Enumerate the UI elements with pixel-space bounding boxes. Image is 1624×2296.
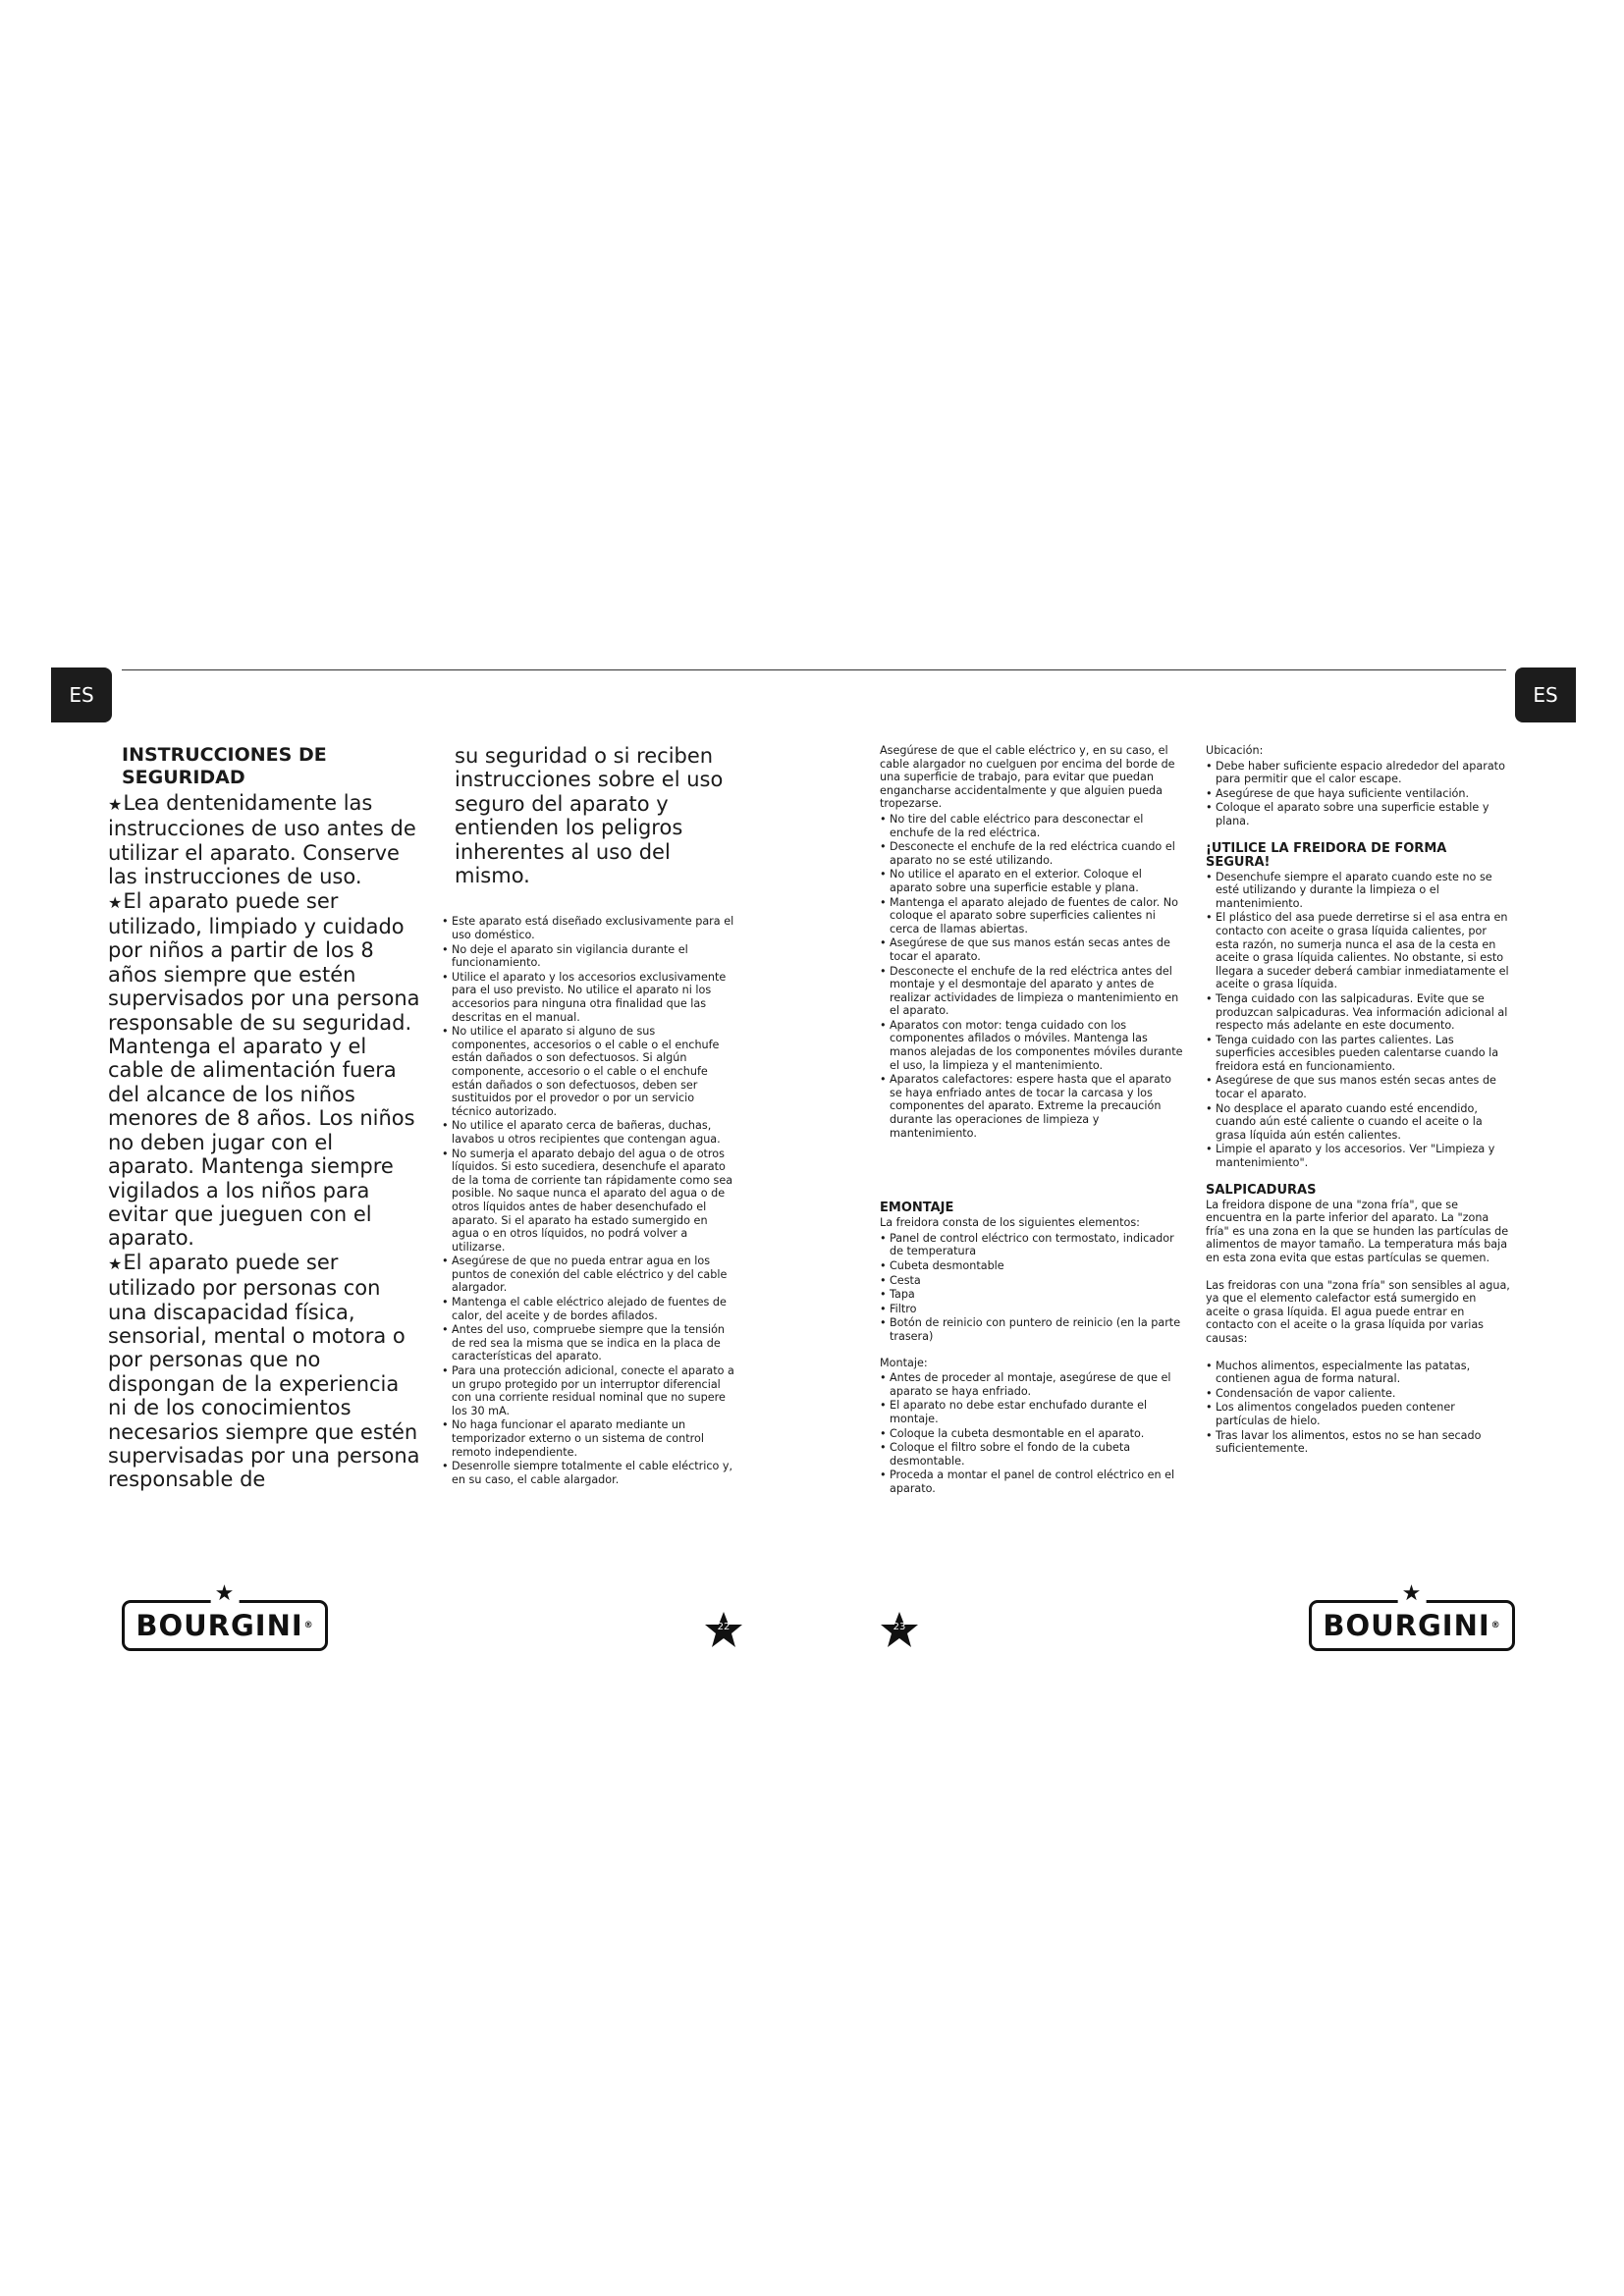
list-item: • Asegúrese de que haya suficiente ventilación. (1206, 787, 1512, 801)
assembly-intro: La freidora consta de los siguientes elementos: (880, 1216, 1140, 1230)
list-item: • Antes de proceder al montaje, asegúrese de que el aparato se haya enfriado. (880, 1371, 1186, 1398)
safe-use-heading: ¡UTILICE LA FREIDORA DE FORMA SEGURA! (1206, 840, 1447, 870)
language-tab-left: ES (51, 667, 112, 722)
list-item: • Tenga cuidado con las salpicaduras. Evite que se produzcan salpicaduras. Vea información adicional al respecto más adelante en este documento. (1206, 992, 1512, 1033)
list-item: • Proceda a montar el panel de control eléctrico en el aparato. (880, 1468, 1186, 1495)
intro-text: Asegúrese de que el cable eléctrico y, en su caso, el cable alargador no cuelguen por encima del borde de una superficie de trabajo, para evitar que puedan engancharse accidentalmente y que alguien pueda tropezarse. (880, 744, 1175, 811)
safety-paragraph (108, 1251, 421, 1492)
header-rule (122, 669, 1506, 670)
registered-mark: ® (1490, 1621, 1501, 1630)
assembly-heading: EMONTAJE (880, 1201, 954, 1216)
assembly-steps (880, 1371, 1186, 1495)
star-icon: ★ (1398, 1583, 1427, 1605)
list-item: • Tapa (880, 1288, 1186, 1302)
usage-section (1206, 744, 1512, 1456)
elements-list (880, 1232, 1186, 1344)
safety-paragraph (108, 889, 421, 1251)
safety-continuation: su seguridad o si reciben instrucciones sobre el uso seguro del aparato y entienden los peligros inherentes al uso del mismo. (455, 744, 724, 888)
list-item: • Tenga cuidado con las partes calientes. Las superficies accesibles pueden calentarse cuando la freidora está en funcionamiento. (1206, 1034, 1512, 1074)
list-item: • Muchos alimentos, especialmente las patatas, contienen agua de forma natural. (1206, 1360, 1512, 1386)
list-item: • Coloque la cubeta desmontable en el aparato. (880, 1427, 1186, 1441)
list-item: • Mantenga el cable eléctrico alejado de fuentes de calor, del aceite y de bordes afilados. (442, 1296, 736, 1322)
assembly-label: Montaje: (880, 1356, 928, 1369)
list-item: • Coloque el aparato sobre una superficie estable y plana. (1206, 801, 1512, 828)
list-item: • Aparatos calefactores: espere hasta que el aparato se haya enfriado antes de tocar la carcasa y los componentes del aparato. Extreme la precaución durante las operaciones de limpieza y mantenimiento. (880, 1073, 1186, 1140)
splatter-heading: SALPICADURAS (1206, 1182, 1317, 1198)
page-number-text: 22 (717, 1622, 731, 1632)
list-item: • Aparatos con motor: tenga cuidado con los componentes afilados o móviles. Mantenga las manos alejadas de los componentes móviles durante el uso, la limpieza y el mantenimiento. (880, 1019, 1186, 1072)
list-item: • No haga funcionar el aparato mediante un temporizador externo o un sistema de control remoto independiente. (442, 1418, 736, 1459)
list-item: • Asegúrese de que sus manos están secas antes de tocar el aparato. (880, 936, 1186, 963)
list-item: • Antes del uso, compruebe siempre que la tensión de red sea la misma que se indica en la placa de características del aparato. (442, 1323, 736, 1363)
location-label: Ubicación: (1206, 744, 1264, 757)
list-item: • Utilice el aparato y los accesorios exclusivamente para el uso previsto. No utilice el aparato ni los accesorios para ninguna otra finalidad que las descritas en el manual. (442, 971, 736, 1024)
bullet-list (442, 915, 736, 1486)
paragraph-text: El aparato puede ser utilizado, limpiado y cuidado por niños a partir de los 8 años siempre que estén supervisados por una persona responsable de su seguridad. Mantenga el aparato y el cable de alimentación fuera del alcance de los niños menores de 8 años. Los niños no deben jugar con el aparato. Mantenga siempre vigilados a los niños para evitar que jueguen con el aparato. (108, 888, 420, 1251)
safe-use-list (1206, 871, 1512, 1170)
bullet-list (880, 813, 1186, 1140)
list-item: • Para una protección adicional, conecte el aparato a un grupo protegido por un interruptor diferencial con una corriente residual nominal que no supere los 30 mA. (442, 1364, 736, 1417)
page-number-right (880, 1610, 919, 1649)
page-number-text: 23 (893, 1622, 906, 1632)
list-item: • No sumerja el aparato debajo del agua o de otros líquidos. Si esto sucediera, desenchufe el aparato de la toma de corriente tan rápidamente como sea posible. No saque nunca el aparato del agua o de otros líquidos antes de haber desenchufado el aparato. Si el aparato ha estado sumergido en agua o en otros líquidos, no podrá volver a utilizarse. (442, 1148, 736, 1255)
list-item: • Asegúrese de que no pueda entrar agua en los puntos de conexión del cable eléctrico y del cable alargador. (442, 1255, 736, 1295)
page-number-left (704, 1610, 743, 1649)
spacer (880, 1345, 1186, 1357)
column-4 (1206, 744, 1512, 1457)
list-item: • No tire del cable eléctrico para desconectar el enchufe de la red eléctrica. (880, 813, 1186, 839)
list-item: • Los alimentos congelados pueden contener partículas de hielo. (1206, 1401, 1512, 1427)
registered-mark: ® (303, 1621, 314, 1630)
list-item: • No utilice el aparato si alguno de sus componentes, accesorios o el cable o el enchufe están dañados o son defectuosos. Si algún componente, accesorio o el cable o el enchufe están dañados o son defectuosos, deben ser sustituidos por el provedor o por un servicio técnico autorizado. (442, 1025, 736, 1118)
list-item: • Coloque el filtro sobre el fondo de la cubeta desmontable. (880, 1441, 1186, 1468)
list-item: • No desplace el aparato cuando esté encendido, cuando aún esté caliente o cuando el aceite o la grasa líquida aún estén calientes. (1206, 1102, 1512, 1143)
list-item: • Filtro (880, 1303, 1186, 1316)
list-item: • Tras lavar los alimentos, estos no se han secado suficientemente. (1206, 1429, 1512, 1456)
list-item: • Limpie el aparato y los accesorios. Ver "Limpieza y mantenimiento". (1206, 1143, 1512, 1169)
list-item: • El aparato no debe estar enchufado durante el montaje. (880, 1399, 1186, 1425)
brand-logo (122, 1581, 328, 1651)
language-tab-right: ES (1515, 667, 1576, 722)
list-item: • El plástico del asa puede derretirse si el asa entra en contacto con aceite o grasa líquida calientes, por esta razón, no sumerja nunca el asa de la cesta en aceite o grasa líquida calientes. No obstante, si esto llegara a suceder deberá cambiar inmediatamente el aceite o grasa líquida. (1206, 911, 1512, 991)
safety-bullets-continued (880, 744, 1186, 1496)
star-icon: ★ (211, 1583, 240, 1605)
list-item: • Mantenga el aparato alejado de fuentes de calor. No coloque el aparato sobre superficies calientes ni cerca de llamas abiertas. (880, 896, 1186, 936)
list-item: • Desconecte el enchufe de la red eléctrica antes del montaje y el desmontaje del aparato y antes de realizar actividades de limpieza o mantenimiento en el aparato. (880, 965, 1186, 1018)
list-item: • Condensación de vapor caliente. (1206, 1387, 1512, 1401)
list-item: • Desenrolle siempre totalmente el cable eléctrico y, en su caso, el cable alargador. (442, 1460, 736, 1486)
list-item: • Cubeta desmontable (880, 1259, 1186, 1273)
splatter-causes-list (1206, 1360, 1512, 1456)
safety-intro (108, 791, 421, 1492)
location-list (1206, 760, 1512, 828)
spacer (880, 1141, 1186, 1188)
list-item: • Botón de reinicio con puntero de reinicio (en la parte trasera) (880, 1316, 1186, 1343)
list-item: • No utilice el aparato en el exterior. Coloque el aparato sobre una superficie estable y plana. (880, 868, 1186, 894)
list-item: • Panel de control eléctrico con termostato, indicador de temperatura (880, 1232, 1186, 1258)
paragraph-text: El aparato puede ser utilizado por personas con una discapacidad física, sensorial, mental o motora o por personas que no dispongan de la experiencia ni de los conocimientos necesarios siempre que estén supervisadas por una persona responsable de (108, 1250, 420, 1492)
column-1 (108, 744, 421, 1492)
brand-logo (1309, 1581, 1515, 1651)
spacer (1206, 1267, 1512, 1279)
list-item: • No deje el aparato sin vigilancia durante el funcionamiento. (442, 943, 736, 970)
brand-name: BOURGINI (135, 1609, 303, 1642)
column-3 (880, 744, 1186, 1497)
column-2 (442, 744, 736, 1487)
safety-bullets (442, 915, 736, 1486)
list-item: • Cesta (880, 1274, 1186, 1288)
brand-name: BOURGINI (1323, 1609, 1490, 1642)
list-item: • Asegúrese de que sus manos estén secas antes de tocar el aparato. (1206, 1074, 1512, 1100)
list-item: • Este aparato está diseñado exclusivamente para el uso doméstico. (442, 915, 736, 941)
safety-paragraph (108, 791, 421, 889)
list-item: • Desenchufe siempre el aparato cuando este no se esté utilizando y durante la limpieza o el mantenimiento. (1206, 871, 1512, 911)
safety-heading: INSTRUCCIONES DE SEGURIDAD (122, 744, 327, 788)
paragraph-text: Lea dentenidamente las instrucciones de uso antes de utilizar el aparato. Conserve las instrucciones de uso. (108, 791, 416, 889)
list-item: • Debe haber suficiente espacio alrededor del aparato para permitir que el calor escape. (1206, 760, 1512, 786)
list-item: • No utilice el aparato cerca de bañeras, duchas, lavabos u otros recipientes que contengan agua. (442, 1119, 736, 1146)
splatter-paragraph: Las freidoras con una "zona fría" son sensibles al agua, ya que el elemento calefactor está sumergido en aceite o grasa líquida. El agua puede entrar en contacto con el aceite o la grasa líquida por varias causas: (1206, 1278, 1510, 1345)
splatter-paragraph: La freidora dispone de una "zona fría", que se encuentra en la parte inferior del aparato. La "zona fría" es una zona en la que se hunden las partículas de alimentos de mayor tamaño. La temperatura más baja en esta zona evita que estas partículas se quemen. (1206, 1198, 1509, 1264)
list-item: • Desconecte el enchufe de la red eléctrica cuando el aparato no se esté utilizando. (880, 840, 1186, 867)
spacer (1206, 1348, 1512, 1360)
